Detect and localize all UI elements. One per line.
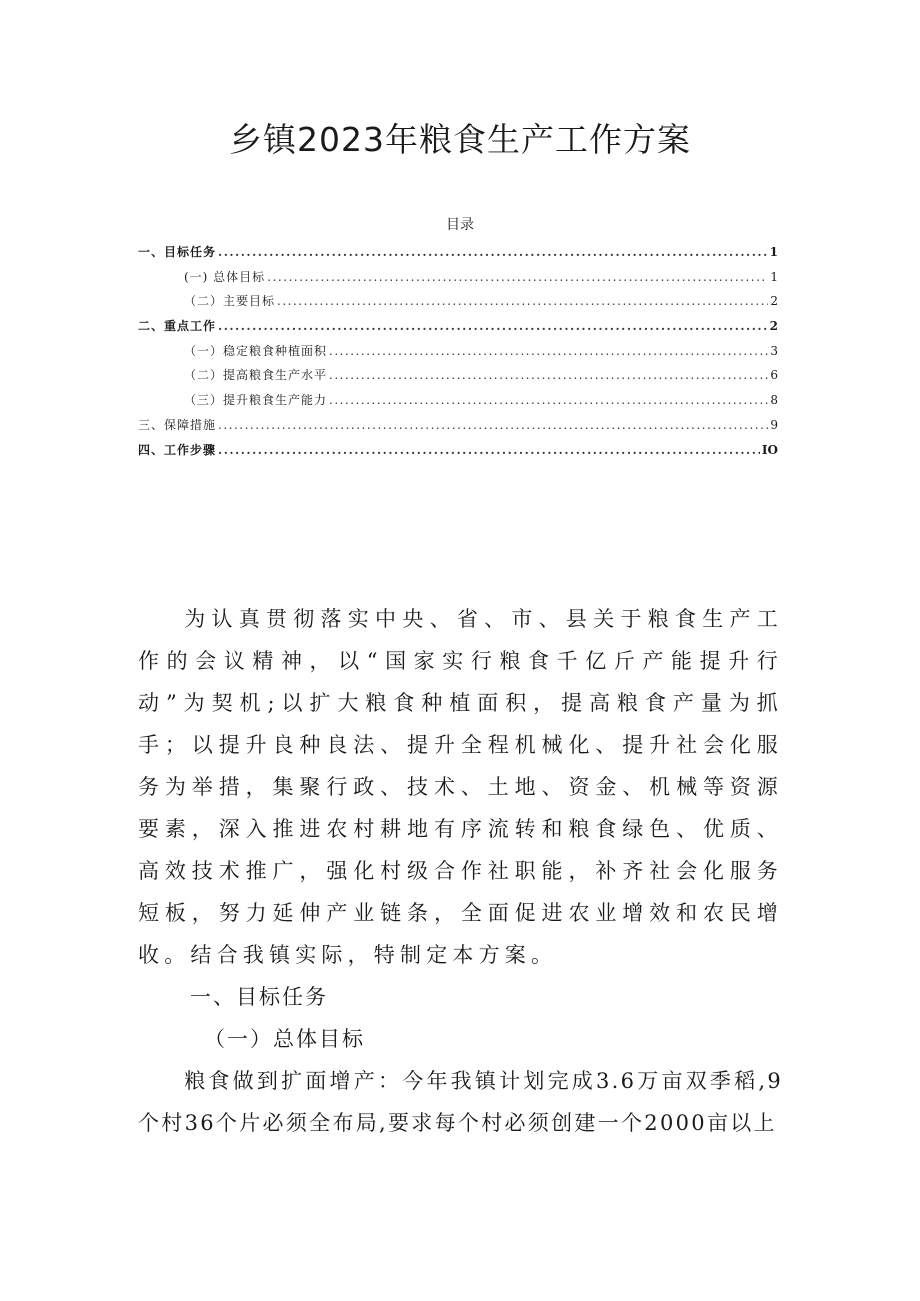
toc-item-page: 1 [769, 245, 778, 259]
toc-item-label: 三、保障措施 [138, 417, 217, 432]
toc-item-label: （二）提高粮食生产水平 [184, 368, 328, 383]
toc-item-page: 1 [770, 269, 778, 284]
table-of-contents [138, 240, 778, 462]
toc-item-label: 四、工作步骤 [138, 442, 217, 457]
toc-leader-dots [329, 388, 768, 413]
toc-leader-dots [218, 240, 768, 265]
toc-item-main-goals[interactable] [138, 289, 778, 314]
toc-leader-dots [218, 314, 768, 339]
toc-item-key-work[interactable] [138, 314, 778, 339]
toc-item-label: （三）提升粮食生产能力 [184, 393, 328, 408]
toc-leader-dots [267, 265, 768, 290]
toc-item-page: 9 [770, 417, 778, 432]
toc-item-label: （二）主要目标 [184, 294, 276, 309]
section-heading-goals: 一、目标任务 [190, 985, 328, 1009]
intro-paragraph: 为认真贯彻落实中央、省、市、县关于粮食生产工作的会议精神，以“国家实行粮食千亿斤产能提升行动”为契机;以扩大粮食种植面积，提高粮食产量为抓手；以提升良种良法、提升全程机械化、提升社会化服务为举措，集聚行政、技术、土地、资金、机械等资源要素，深入推进农村耕地有序流转和粮食绿色、优质、高效技术推广，强化村级合作社职能，补齐社会化服务短板，努力延伸产业链条，全面促进农业增效和农民增收。结合我镇实际，特制定本方案。 [138, 607, 783, 967]
toc-item-safeguards[interactable] [138, 413, 778, 438]
toc-leader-dots [329, 363, 768, 388]
toc-item-label: 一、目标任务 [138, 245, 217, 259]
toc-item-label: 二、重点工作 [138, 319, 217, 334]
toc-item-label: (一) 总体目标 [184, 269, 266, 284]
toc-item-overall-goal[interactable] [138, 265, 778, 290]
toc-item-enhance-capacity[interactable] [138, 388, 778, 413]
toc-heading: 目录 [446, 217, 474, 233]
toc-item-page: 8 [770, 393, 778, 408]
document-body [138, 598, 783, 1144]
toc-item-work-steps[interactable] [138, 438, 778, 463]
toc-item-page: 3 [770, 343, 778, 358]
document-title: 乡镇2023年粮食生产工作方案 [229, 120, 691, 159]
toc-item-improve-level[interactable] [138, 363, 778, 388]
overall-goal-paragraph: 粮食做到扩面增产：今年我镇计划完成3.6万亩双季稻,9个村36个片必须全布局,要求每个村必须创建一个2000亩以上 [138, 1069, 783, 1135]
subsection-heading-overall-goal: （一）总体目标 [204, 1027, 365, 1051]
toc-leader-dots [218, 413, 768, 438]
toc-item-stabilize-area[interactable] [138, 339, 778, 364]
toc-item-page: IO [761, 442, 778, 457]
toc-item-page: 2 [770, 294, 778, 309]
toc-leader-dots [277, 289, 768, 314]
toc-item-label: （一）稳定粮食种植面积 [184, 343, 328, 358]
toc-item-goals[interactable] [138, 240, 778, 265]
toc-item-page: 2 [769, 319, 778, 334]
toc-leader-dots [218, 438, 760, 463]
toc-leader-dots [329, 339, 768, 364]
toc-item-page: 6 [770, 368, 778, 383]
